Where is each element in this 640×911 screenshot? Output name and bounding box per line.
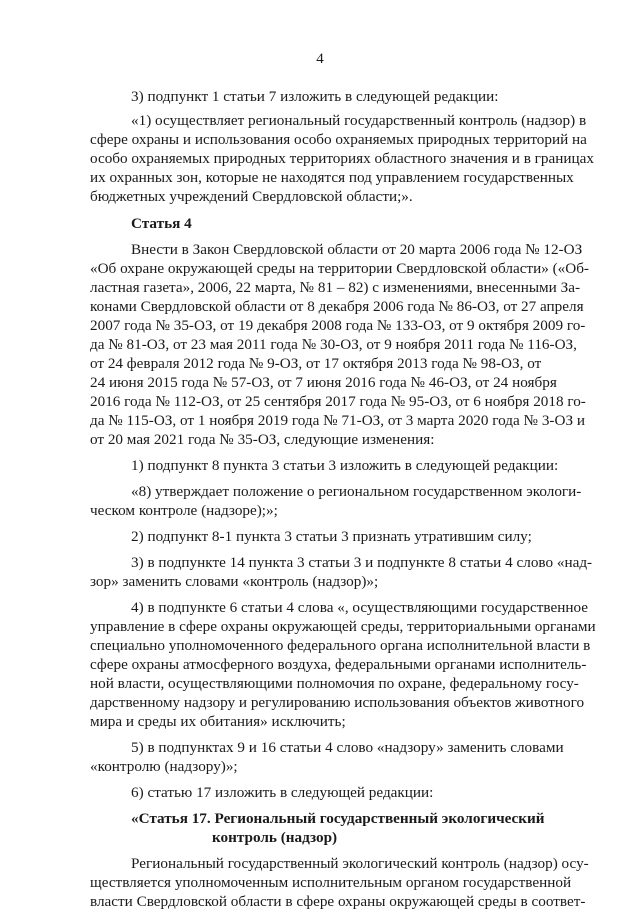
article-17-heading-cont: контроль (надзор) xyxy=(212,829,338,846)
text-line: 1) подпункт 8 пункта 3 статьи 3 изложить в следующей редакции: xyxy=(131,457,559,474)
page-number: 4 xyxy=(316,51,324,67)
text-line: 5) в подпунктах 9 и 16 статьи 4 слово «надзору» заменить словами xyxy=(131,739,564,756)
text-line: 2016 года № 112-ОЗ, от 25 сентября 2017 года № 95-ОЗ, от 6 ноября 2018 го- xyxy=(90,393,586,410)
text-line: 24 июня 2015 года № 57-ОЗ, от 7 июня 2016 года № 46-ОЗ, от 24 ноября xyxy=(90,374,557,391)
text-line: «Об охране окружающей среды на территории Свердловской области» («Об- xyxy=(90,260,589,277)
text-line: особо охраняемых природных территориях областного значения и в границах xyxy=(90,150,594,167)
text-line: сфере охраны атмосферного воздуха, федеральными органами исполнитель- xyxy=(90,656,587,673)
text-line: ной власти, осуществляющими полномочия по охране, федеральному госу- xyxy=(90,675,579,692)
text-line: специально уполномоченного федерального органа исполнительной власти в xyxy=(90,637,591,654)
text-line: зор» заменить словами «контроль (надзор)»; xyxy=(90,573,379,590)
text-line: от 24 февраля 2012 года № 9-ОЗ, от 17 октября 2013 года № 98-ОЗ, от xyxy=(90,355,542,372)
article-heading: Статья 4 xyxy=(131,215,192,232)
text-line: 6) статью 17 изложить в следующей редакции: xyxy=(131,784,434,801)
text-line: ластная газета», 2006, 22 марта, № 81 – 82) с изменениями, внесенными За- xyxy=(90,279,580,296)
text-line: 2) подпункт 8-1 пункта 3 статьи 3 признать утратившим силу; xyxy=(131,528,532,545)
text-line: Региональный государственный экологический контроль (надзор) осу- xyxy=(131,855,589,872)
text-line: конами Свердловской области от 8 декабря 2006 года № 86-ОЗ, от 27 апреля xyxy=(90,298,584,315)
text-line: 4) в подпункте 6 статьи 4 слова «, осуществляющими государственное xyxy=(131,599,588,616)
text-line: дарственному надзору и регулированию использования объектов животного xyxy=(90,694,585,711)
text-line: от 20 мая 2021 года № 35-ОЗ, следующие изменения: xyxy=(90,431,435,448)
text-line: да № 115-ОЗ, от 1 ноября 2019 года № 71-ОЗ, от 3 марта 2020 года № 3-ОЗ и xyxy=(90,412,585,429)
text-line: власти Свердловской области в сфере охраны окружающей среды в соответ- xyxy=(90,893,586,910)
text-line: «1) осуществляет региональный государственный контроль (надзор) в xyxy=(131,112,587,129)
text-line: «контролю (надзору)»; xyxy=(90,758,238,775)
text-line: 3) в подпункте 14 пункта 3 статьи 3 и подпункте 8 статьи 4 слово «над- xyxy=(131,554,593,571)
text-line: «8) утверждает положение о региональном государственном экологи- xyxy=(131,483,582,500)
article-17-heading: «Статья 17. Региональный государственный экологический xyxy=(131,810,545,827)
text-line: 2007 года № 35-ОЗ, от 19 декабря 2008 года № 133-ОЗ, от 9 октября 2009 го- xyxy=(90,317,586,334)
text-line: управление в сфере охраны окружающей среды, территориальными органами xyxy=(90,618,596,635)
text-line: да № 81-ОЗ, от 23 мая 2011 года № 30-ОЗ, от 9 ноября 2011 года № 116-ОЗ, xyxy=(90,336,577,353)
text-line: сфере охраны и использования особо охраняемых природных территорий на xyxy=(90,131,587,148)
text-line: 3) подпункт 1 статьи 7 изложить в следующей редакции: xyxy=(131,88,499,105)
text-line: мира и среды их обитания» исключить; xyxy=(90,713,346,730)
text-line: ществляется уполномоченным исполнительным органом государственной xyxy=(90,874,572,891)
text-line: Внести в Закон Свердловской области от 20 марта 2006 года № 12-ОЗ xyxy=(131,241,583,258)
text-line: бюджетных учреждений Свердловской области;». xyxy=(90,188,413,205)
text-line: ческом контроле (надзоре);»; xyxy=(90,502,278,519)
text-line: их охранных зон, которые не находятся под управлением государственных xyxy=(90,169,574,186)
